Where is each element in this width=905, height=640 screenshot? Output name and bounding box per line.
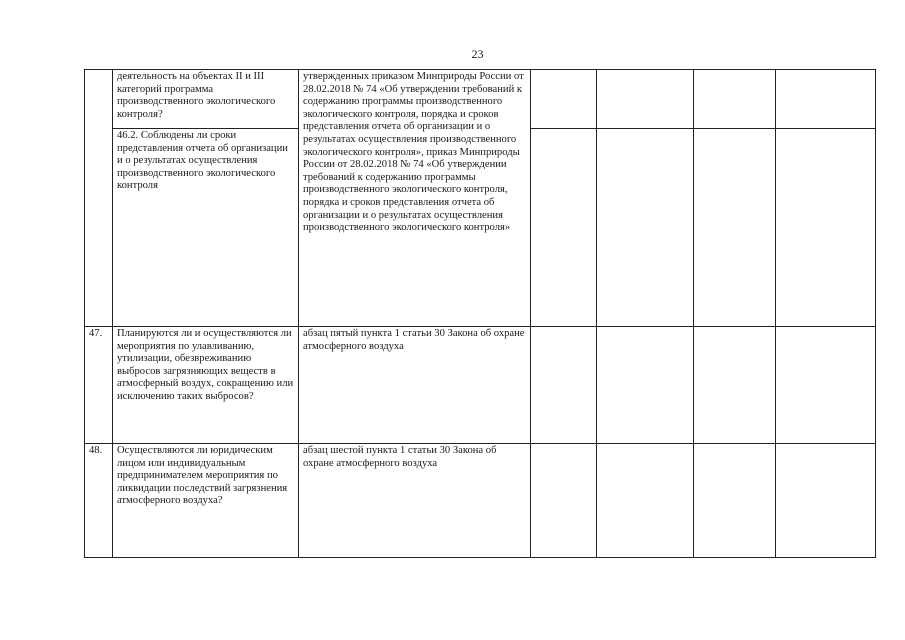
question-text-part: 46.2. Соблюдены ли сроки представления отчета об организации и о результатах осуществления производственного экологического контроля [117, 130, 288, 192]
answer-yes-cell [531, 129, 597, 327]
answer-yes-cell [531, 444, 597, 558]
legal-reference-cell: абзац шестой пункта 1 статьи 30 Закона об охране атмосферного воздуха [299, 444, 531, 558]
notes-cell [776, 129, 876, 327]
answer-not-applicable-cell [694, 129, 776, 327]
answer-no-cell [597, 70, 694, 129]
question-cell [113, 129, 299, 327]
row-number-cell: 47. [85, 327, 113, 444]
legal-reference-cell: утвержденных приказом Минприроды России от 28.02.2018 № 74 «Об утверждении требований к содержанию программы производственного экологического контроля, порядка и сроков представления отчета об организации и о результатах осуществления производственного экологического контроля», приказ Минприроды России от 28.02.2018 № 74 «Об утверждении требований к содержанию программы производственного экологического контроля, порядка и сроков представления отчета об организации и о результатах осуществления производственного экологического контроля» [299, 70, 531, 327]
answer-not-applicable-cell [694, 70, 776, 129]
table-row [85, 327, 876, 444]
answer-yes-cell [531, 70, 597, 129]
table-row [85, 70, 876, 129]
row-number-cell [85, 70, 113, 327]
row-number-cell: 48. [85, 444, 113, 558]
question-cell: Осуществляются ли юридическим лицом или индивидуальным предпринимателем мероприятия по ликвидации последствий загрязнения атмосферного воздуха? [113, 444, 299, 558]
checklist-table [84, 69, 876, 558]
notes-cell [776, 70, 876, 129]
answer-yes-cell [531, 327, 597, 444]
table-row [85, 444, 876, 558]
page-number: 23 [471, 47, 484, 61]
answer-no-cell [597, 327, 694, 444]
question-cell: Планируются ли и осуществляются ли мероприятия по улавливанию, утилизации, обезвреживанию выбросов загрязняющих веществ в атмосферный воздух, сокращению или исключению таких выбросов? [113, 327, 299, 444]
answer-no-cell [597, 444, 694, 558]
answer-not-applicable-cell [694, 327, 776, 444]
answer-no-cell [597, 129, 694, 327]
notes-cell [776, 444, 876, 558]
question-text-part: деятельность на объектах II и III категорий программа производственного экологического контроля? [117, 71, 276, 120]
question-cell [113, 70, 299, 129]
notes-cell [776, 327, 876, 444]
answer-not-applicable-cell [694, 444, 776, 558]
legal-reference-cell: абзац пятый пункта 1 статьи 30 Закона об охране атмосферного воздуха [299, 327, 531, 444]
